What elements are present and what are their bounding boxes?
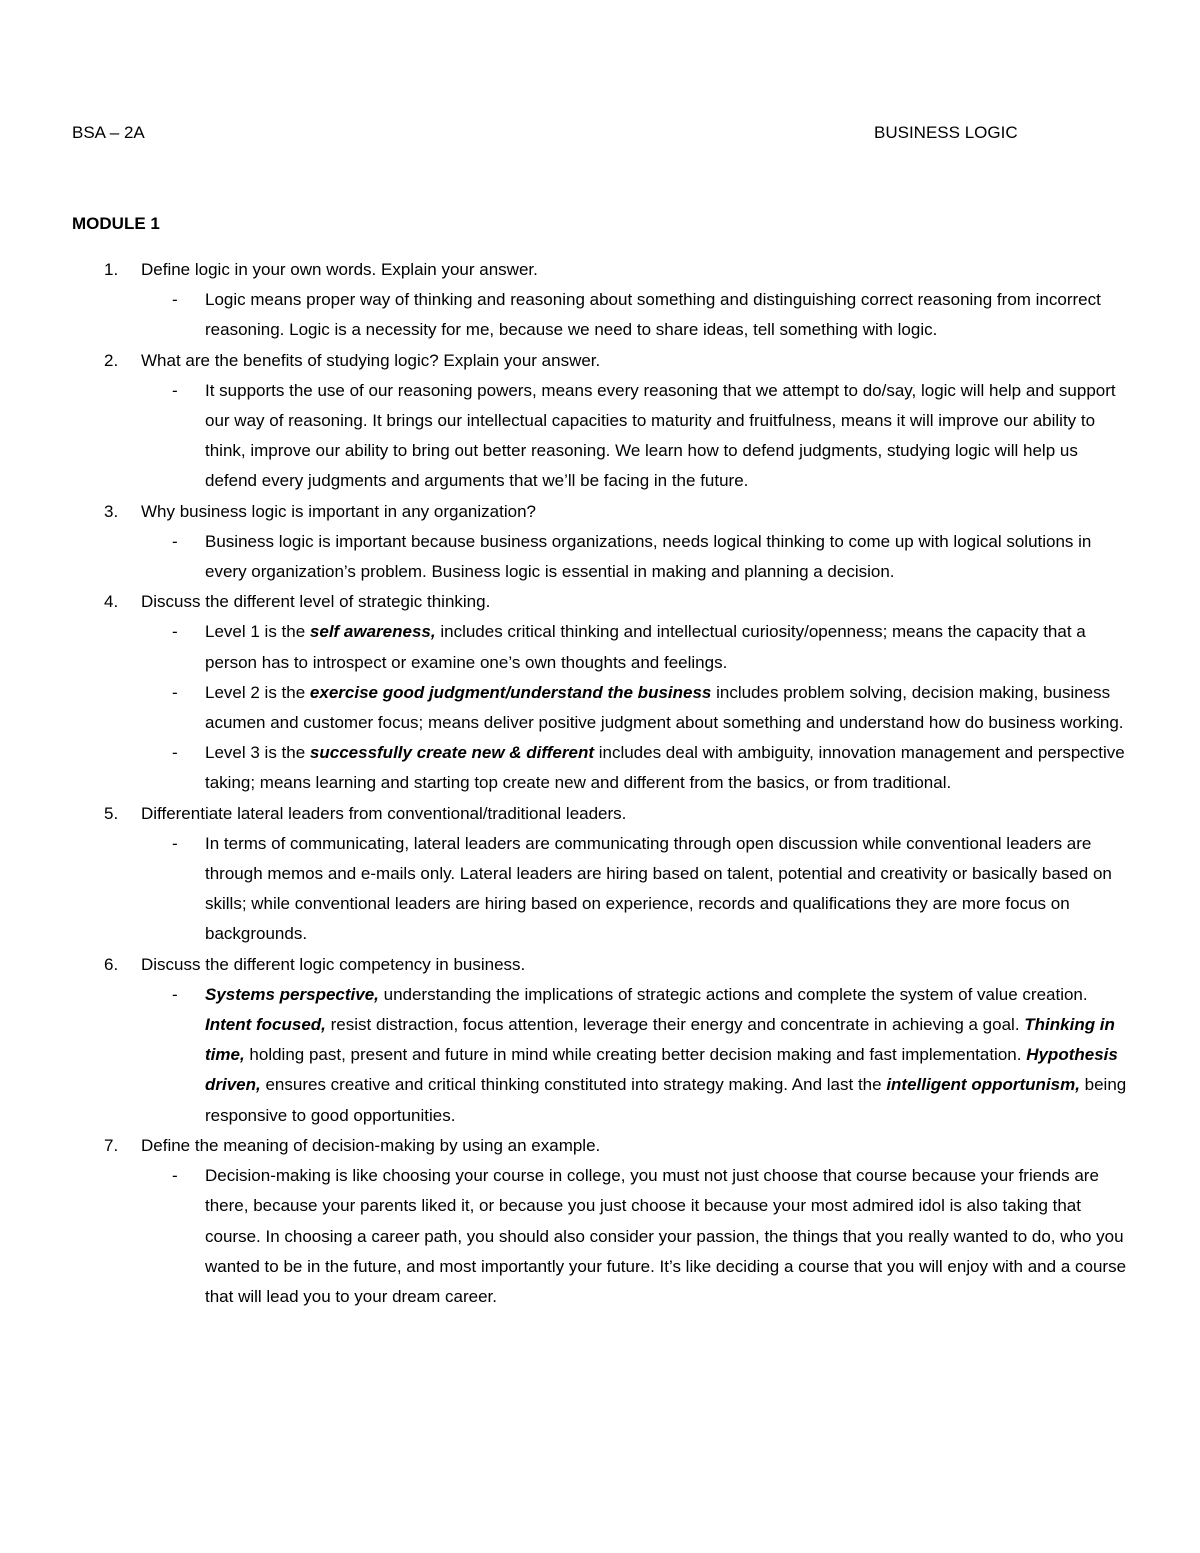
answer-item bbox=[141, 980, 1132, 1131]
key-term: successfully create new & different bbox=[309, 743, 594, 763]
answer-text-lead: Level 1 is the bbox=[205, 622, 310, 642]
answer-text: understanding the implications of strategic actions and complete the system of value creation. bbox=[378, 984, 1088, 1004]
answer-item bbox=[141, 829, 1132, 950]
answer-list bbox=[141, 527, 1132, 587]
header-subject: BUSINESS LOGIC bbox=[874, 123, 1018, 142]
question-text: Define the meaning of decision-making by using an example. bbox=[141, 1135, 601, 1155]
answer-list bbox=[141, 376, 1132, 497]
question-number: 7. bbox=[104, 1135, 119, 1155]
answer-item-level-2 bbox=[141, 678, 1132, 738]
answer-item bbox=[141, 527, 1132, 587]
dash-bullet: - bbox=[172, 743, 178, 763]
question-text: Why business logic is important in any organization? bbox=[141, 501, 536, 521]
answer-text: In terms of communicating, lateral leaders are communicating through open discussion while conventional leaders are through memos and e-mails only. Lateral leaders are hiring based on talent, potential and creativity or basically based on skills; while conventional leaders are hiring based on experience, records and qualifications they are more focus on backgrounds. bbox=[205, 833, 1112, 944]
answer-list bbox=[141, 829, 1132, 950]
question-text: Differentiate lateral leaders from conventional/traditional leaders. bbox=[141, 803, 627, 823]
answer-text: holding past, present and future in mind while creating better decision making and fast implementation. bbox=[244, 1045, 1027, 1065]
question-item-1 bbox=[72, 255, 1132, 346]
answer-text: includes critical thinking and intellectual curiosity/openness; means the capacity that a person has to introspect or examine one’s own thoughts and feelings. bbox=[205, 622, 1086, 672]
answer-item-level-3 bbox=[141, 738, 1132, 798]
question-list bbox=[72, 255, 1132, 1312]
dash-bullet: - bbox=[172, 290, 178, 310]
answer-text: It supports the use of our reasoning powers, means every reasoning that we attempt to do/say, logic will help and support our way of reasoning. It brings our intellectual capacities to maturity and fruitfulness, means it will improve our ability to think, improve our ability to bring out better reasoning. We learn how to defend judgments, studying logic will help us defend every judgments and arguments that we’ll be facing in the future. bbox=[205, 380, 1116, 491]
question-text: What are the benefits of studying logic? Explain your answer. bbox=[141, 350, 601, 370]
answer-text: includes problem solving, decision making, business acumen and customer focus; means deliver positive judgment about something and understand how do business working. bbox=[205, 682, 1124, 733]
question-text: Discuss the different logic competency in business. bbox=[141, 954, 526, 974]
header-class-section: BSA – 2A bbox=[72, 123, 145, 142]
answer-list bbox=[141, 1161, 1132, 1312]
question-number: 5. bbox=[104, 803, 119, 823]
answer-text-lead: Level 2 is the bbox=[205, 682, 310, 702]
question-number: 2. bbox=[104, 350, 119, 370]
key-term: Hypothesis driven, bbox=[205, 1045, 1118, 1095]
answer-text-lead: Level 3 is the bbox=[205, 743, 310, 763]
question-number: 1. bbox=[104, 260, 119, 279]
dash-bullet: - bbox=[172, 531, 178, 551]
answer-list bbox=[141, 285, 1132, 345]
dash-bullet: - bbox=[172, 1166, 178, 1186]
question-number: 6. bbox=[104, 954, 119, 974]
answer-item bbox=[141, 285, 1132, 345]
answer-item-level-1 bbox=[141, 617, 1132, 677]
dash-bullet: - bbox=[172, 682, 178, 702]
answer-text: includes deal with ambiguity, innovation management and perspective taking; means learning and starting top create new and different from the basics, or from traditional. bbox=[205, 743, 1125, 793]
question-item-4 bbox=[72, 587, 1132, 798]
answer-text: Logic means proper way of thinking and reasoning about something and distinguishing correct reasoning from incorrect reasoning. Logic is a necessity for me, because we need to share ideas, tell something with logic. bbox=[205, 290, 1101, 340]
question-item-6 bbox=[72, 950, 1132, 1131]
key-term: Thinking in time, bbox=[205, 1015, 1115, 1065]
dash-bullet: - bbox=[172, 984, 178, 1004]
question-item-2 bbox=[72, 346, 1132, 497]
question-item-5 bbox=[72, 799, 1132, 950]
answer-text: resist distraction, focus attention, leverage their energy and concentrate in achieving a goal. bbox=[325, 1015, 1025, 1035]
key-term: exercise good judgment/understand the business bbox=[309, 682, 712, 702]
question-number: 3. bbox=[104, 501, 119, 521]
key-term: Systems perspective, bbox=[205, 984, 379, 1004]
question-text: Discuss the different level of strategic thinking. bbox=[141, 592, 491, 612]
answer-text: Business logic is important because business organizations, needs logical thinking to come up with logical solutions in every organization’s problem. Business logic is essential in making and planning a decision. bbox=[205, 531, 1092, 582]
answer-item bbox=[141, 376, 1132, 497]
question-item-7 bbox=[72, 1131, 1132, 1312]
answer-text: ensures creative and critical thinking constituted into strategy making. And last the bbox=[260, 1075, 887, 1095]
key-term: self awareness, bbox=[309, 622, 436, 642]
question-number: 4. bbox=[104, 592, 119, 612]
module-title: MODULE 1 bbox=[72, 214, 160, 233]
dash-bullet: - bbox=[172, 622, 178, 642]
dash-bullet: - bbox=[172, 380, 178, 400]
answer-list bbox=[141, 617, 1132, 798]
key-term: intelligent opportunism, bbox=[886, 1075, 1080, 1095]
question-item-3 bbox=[72, 497, 1132, 588]
answer-item bbox=[141, 1161, 1132, 1312]
key-term: Intent focused, bbox=[205, 1015, 326, 1035]
answer-list bbox=[141, 980, 1132, 1131]
answer-text: being responsive to good opportunities. bbox=[205, 1075, 1127, 1125]
question-text: Define logic in your own words. Explain your answer. bbox=[141, 260, 538, 279]
dash-bullet: - bbox=[172, 833, 178, 853]
answer-text: Decision-making is like choosing your course in college, you must not just choose that course because your friends are there, because your parents liked it, or because you just choose it because your most admired idol is also taking that course. In choosing a career path, you should also consider your passion, the things that you really wanted to do, who you wanted to be in the future, and most importantly your future. It’s like deciding a course that you will enjoy with and a course that will lead you to your dream career. bbox=[205, 1166, 1127, 1306]
